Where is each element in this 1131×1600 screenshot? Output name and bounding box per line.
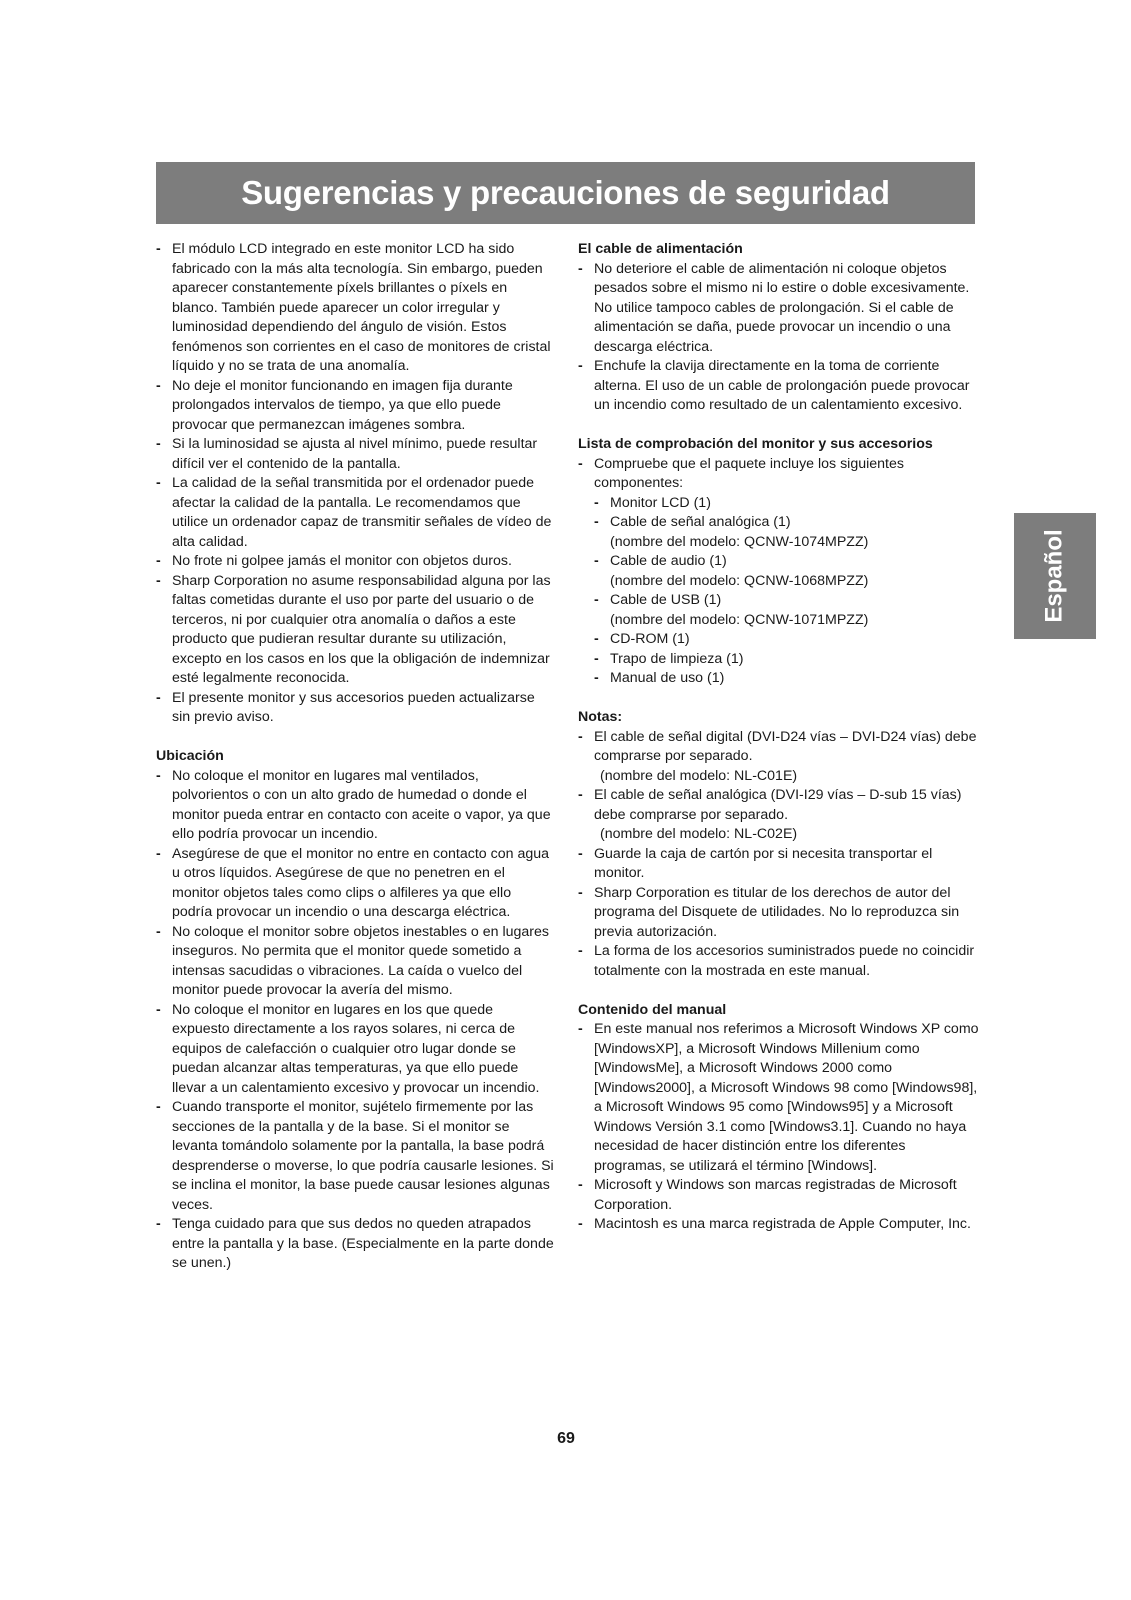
- language-tab-label: Español: [1041, 529, 1069, 623]
- list-item: [578, 455, 980, 689]
- power-cable-heading: El cable de alimentación: [578, 241, 743, 257]
- list-item: - Enchufe la clavija directamente en la toma de corriente alterna. El uso de un cable de prolongación puede provocar un incendio como resultado de un calentamiento excesivo.: [578, 357, 980, 416]
- list-item: - No deje el monitor funcionando en imagen fija durante prolongados intervalos de tiempo, ya que ello puede provocar que permanezcan imágenes sombra.: [156, 377, 554, 436]
- intro-list: [156, 240, 554, 728]
- list-item: - Microsoft y Windows son marcas registradas de Microsoft Corporation.: [578, 1176, 980, 1215]
- component-item: [594, 650, 980, 670]
- right-column: [578, 240, 980, 1235]
- note-text: La forma de los accesorios suministrados puede no coincidir totalmente con la mostrada en este manual.: [594, 943, 975, 979]
- page-number: 69: [557, 1430, 575, 1447]
- list-item: - Cuando transporte el monitor, sujételo firmemente por las secciones de la pantalla y de la base. Si el monitor se levanta tomándolo solamente por la pantalla, la base podrá desprenderse o moverse, lo que podría causarle lesiones. Si se inclina el monitor, la base puede causar lesiones algunas veces.: [156, 1098, 554, 1215]
- title-bar: [156, 162, 975, 224]
- component-model-note: (nombre del modelo: QCNW-1068MPZZ): [610, 572, 869, 589]
- checklist-list: [578, 455, 980, 689]
- checklist-intro: Compruebe que el paquete incluye los siguientes componentes:: [594, 455, 904, 491]
- list-item: - Asegúrese de que el monitor no entre en contacto con agua u otros líquidos. Asegúrese de que no penetren en el monitor objetos tales como clips o alfileres ya que ello podría provocar un incendio o una descarga eléctrica.: [156, 845, 554, 923]
- manual-contents-list: [578, 1020, 980, 1235]
- list-item: - No coloque el monitor en lugares en los que quede expuesto directamente a los rayos solares, ni cerca de equipos de calefacción o cualquier otro lugar donde se puedan alcanzar altas temperaturas, ya que ello puede llevar a un calentamiento excesivo y provocar un incendio.: [156, 1001, 554, 1099]
- location-list: [156, 767, 554, 1274]
- component-item: [594, 513, 980, 552]
- list-item: - No coloque el monitor sobre objetos inestables o en lugares inseguros. No permita que el monitor quede sometido a intensas sacudidas o vibraciones. La caída o vuelco del monitor puede provocar la avería del mismo.: [156, 923, 554, 1001]
- notes-heading: Notas:: [578, 709, 623, 725]
- location-heading: Ubicación: [156, 748, 224, 764]
- list-item: - Tenga cuidado para que sus dedos no queden atrapados entre la pantalla y la base. (Especialmente en la parte donde se unen.): [156, 1215, 554, 1274]
- list-item: [578, 845, 980, 884]
- power-cable-list: [578, 260, 980, 416]
- component-item: [594, 591, 980, 630]
- component-label: Cable de señal analógica (1): [610, 514, 791, 530]
- page-title: Sugerencias y precauciones de seguridad: [241, 174, 890, 211]
- list-item: - No frote ni golpee jamás el monitor con objetos duros.: [156, 552, 554, 572]
- list-item: [578, 942, 980, 981]
- note-text: Sharp Corporation es titular de los derechos de autor del programa del Disquete de utilidades. No lo reproduzca sin previa autorización.: [594, 884, 960, 940]
- notes-list: [578, 728, 980, 982]
- list-item: - En este manual nos referimos a Microsoft Windows XP como [WindowsXP], a Microsoft Windows Millenium como [WindowsMe], a Microsoft Windows 2000 como [Windows2000], a Microsoft Windows 98 como [Windows98], a Microsoft Windows 95 como [Windows95] y a Microsoft Windows Versión 3.1 como [Windows3.1]. Cuando no haya necesidad de hacer distinción entre los diferentes programas, se utilizará el término [Windows].: [578, 1020, 980, 1176]
- components-list: [594, 494, 980, 689]
- component-item: [594, 669, 980, 689]
- component-model-note: (nombre del modelo: QCNW-1071MPZZ): [610, 611, 869, 628]
- list-item: - No coloque el monitor en lugares mal ventilados, polvorientos o con un alto grado de humedad o donde el monitor pueda entrar en contacto con aceite o vapor, ya que ello podría provocar un incendio.: [156, 767, 554, 845]
- component-label: Cable de USB (1): [610, 592, 722, 608]
- component-label: Cable de audio (1): [610, 553, 727, 569]
- component-label: Trapo de limpieza (1): [610, 650, 744, 667]
- note-text: El cable de señal digital (DVI-D24 vías – DVI-D24 vías) debe comprarse por separado.: [594, 728, 977, 764]
- manual-contents-heading: Contenido del manual: [578, 1001, 727, 1018]
- left-column: [156, 240, 554, 1274]
- list-item: - El módulo LCD integrado en este monitor LCD ha sido fabricado con la más alta tecnología. Sin embargo, pueden aparecer constantemente píxels brillantes o píxels en blanco. También puede aparecer un color irregular y luminosidad dependiendo del ángulo de visión. Estos fenómenos son corrientes en el caso de monitores de cristal líquido y no se trata de una anomalía.: [156, 240, 554, 377]
- list-item: - Sharp Corporation no asume responsabilidad alguna por las faltas cometidas durante el uso por parte del usuario o de terceros, ni por cualquier otra anomalía o daños a este producto que pudieran resultar durante su utilización, excepto en los casos en los que la obligación de indemnizar esté legalmente reconocida.: [156, 572, 554, 689]
- note-text: El cable de señal analógica (DVI-I29 vías – D-sub 15 vías) debe comprarse por separado.: [594, 787, 962, 823]
- list-item: - Macintosh es una marca registrada de Apple Computer, Inc.: [578, 1215, 980, 1235]
- component-item: [594, 494, 980, 514]
- component-label: Manual de uso (1): [610, 670, 725, 686]
- language-tab: [1014, 513, 1096, 639]
- note-model: (nombre del modelo: NL-C02E): [600, 826, 798, 842]
- component-item: [594, 552, 980, 591]
- list-item: - Si la luminosidad se ajusta al nivel mínimo, puede resultar difícil ver el contenido de la pantalla.: [156, 435, 554, 474]
- note-model: (nombre del modelo: NL-C01E): [600, 767, 798, 784]
- component-label: Monitor LCD (1): [610, 494, 711, 511]
- component-label: CD-ROM (1): [610, 631, 690, 647]
- list-item: - No deteriore el cable de alimentación ni coloque objetos pesados sobre el mismo ni lo estire o doble excesivamente. No utilice tampoco cables de prolongación. Si el cable de alimentación se daña, puede provocar un incendio o una descarga eléctrica.: [578, 260, 980, 358]
- component-model-note: (nombre del modelo: QCNW-1074MPZZ): [610, 533, 869, 550]
- list-item: - El presente monitor y sus accesorios pueden actualizarse sin previo aviso.: [156, 689, 554, 728]
- list-item: - La calidad de la señal transmitida por el ordenador puede afectar la calidad de la pantalla. Le recomendamos que utilice un ordenador capaz de transmitir señales de vídeo de alta calidad.: [156, 474, 554, 552]
- list-item: [578, 884, 980, 943]
- component-item: [594, 630, 980, 650]
- list-item: [578, 728, 980, 787]
- list-item: [578, 786, 980, 845]
- checklist-heading: Lista de comprobación del monitor y sus accesorios: [578, 436, 933, 452]
- note-text: Guarde la caja de cartón por si necesita transportar el monitor.: [594, 845, 933, 881]
